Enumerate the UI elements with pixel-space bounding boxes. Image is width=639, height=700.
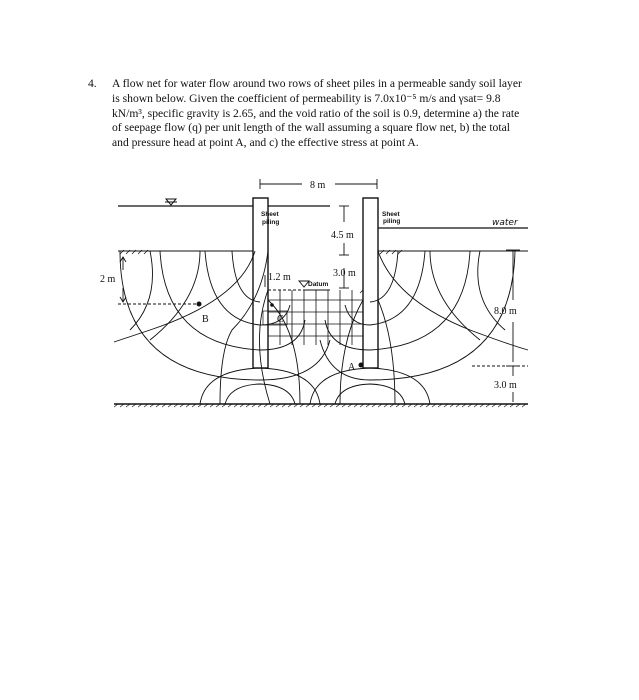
problem-line: and pressure head at point A, and c) the effective stress at point A. [112,136,419,150]
sheet-piling-right-label-1: Sheet [382,211,400,218]
problem-number: 4. [88,77,97,90]
dim-2m-label: 2 m [100,274,116,285]
dim-3-0m-top-label: 3.0 m [333,268,356,279]
water-surface [118,206,528,228]
sheet-piling-left-label-2: piling [262,219,280,226]
problem-line: kN/m³, specific gravity is 2.65, and the void ratio of the soil is 0.9, determine a) the rate [112,106,520,120]
sheet-piling-left-label-1: Sheet [261,211,279,218]
problem-line: is shown below. Given the coefficient of permeability is 7.0x10⁻⁵ m/s and γsat= 9.8 [112,91,501,105]
problem-line: A flow net for water flow around two rows of sheet piles in a permeable sandy soil layer [112,77,522,90]
dim-3-0m-bottom-label: 3.0 m [494,380,517,391]
point-c-label: C [277,314,284,325]
flow-lines-left [120,251,330,380]
point-c-marker [270,303,274,307]
point-b-label: B [202,314,209,325]
dim-4-5m-label: 4.5 m [331,230,354,241]
point-a-marker [359,363,364,368]
dim-1-2m-label: 1.2 m [268,272,291,283]
water-label: water [492,218,518,228]
datum-label: Datum [308,281,329,288]
point-b-marker [197,302,202,307]
dim-8m-label: 8 m [310,180,326,191]
sheet-piling-right-label-2: piling [383,218,401,225]
dim-8-0m-label: 8.0 m [494,306,517,317]
water-level-symbol [165,199,177,205]
sheet-pile-right [363,198,378,368]
impermeable-layer [114,404,528,407]
flow-net-tip-circles [200,368,430,404]
point-a-label: A [348,362,356,373]
problem-line: of seepage flow (q) per unit length of the wall assuming a square flow net, b) the total [112,121,510,135]
